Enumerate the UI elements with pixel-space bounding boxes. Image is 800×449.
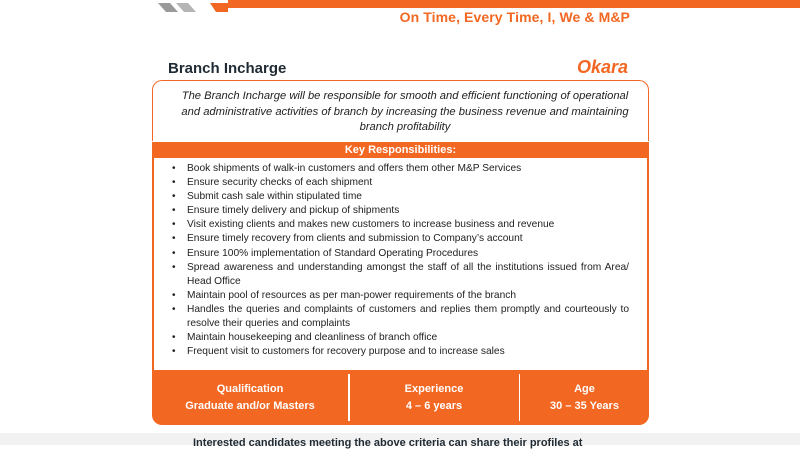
job-description: The Branch Incharge will be responsible for smooth and efficient functioning of operational and administrative activities of branch by increasing the business revenue and maintaining branch profitability: [181, 90, 629, 133]
application-note: Interested candidates meeting the above criteria can share their profiles at: [193, 437, 583, 449]
card-right-border: [647, 158, 649, 370]
job-location: Okara: [576, 57, 628, 77]
qualification-label: Qualification: [216, 382, 284, 395]
header-accent-bar: [228, 0, 800, 8]
experience-value: 4 – 6 years: [405, 399, 463, 412]
age-value: 30 – 35 Years: [550, 399, 619, 412]
list-item: • Ensure security checks of each shipment: [172, 176, 629, 190]
experience-label: Experience: [404, 382, 464, 395]
list-item: • Ensure 100% implementation of Standard Operating Procedures: [172, 247, 629, 261]
list-item: • Ensure timely delivery and pickup of shipments: [172, 204, 629, 218]
list-item: • Submit cash sale within stipulated time: [172, 190, 629, 204]
job-title: Branch Incharge: [168, 60, 287, 77]
list-item: • Handles the queries and complaints of customers and replies them promptly and courteously to resolve their queries and complaints: [172, 303, 629, 331]
experience-cell: [350, 370, 519, 425]
list-item: • Maintain pool of resources as per man-power requirements of the branch: [172, 289, 629, 303]
list-item: • Maintain housekeeping and cleanliness of branch office: [172, 331, 629, 345]
list-item: • Ensure timely recovery from clients and submission to Company’s account: [172, 232, 629, 246]
age-cell: [520, 370, 649, 425]
age-label: Age: [574, 382, 595, 395]
list-item: • Book shipments of walk-in customers and offers them other M&P Services: [172, 162, 629, 176]
qualification-value: Graduate and/or Masters: [185, 399, 315, 412]
company-tagline: On Time, Every Time, I, We & M&P: [399, 9, 630, 25]
qualification-cell: [152, 370, 348, 425]
list-item: • Visit existing clients and makes new customers to increase business and revenue: [172, 218, 629, 232]
company-logo-swoosh: [150, 0, 230, 18]
requirements-footer: [152, 370, 649, 425]
responsibilities-list: [172, 162, 629, 359]
list-item: • Spread awareness and understanding amongst the staff of all the institutions issued from Area/ Head Office: [172, 261, 629, 289]
responsibilities-heading: Key Responsibilities:: [152, 142, 649, 158]
list-item: • Frequent visit to customers for recovery purpose and to increase sales: [172, 345, 629, 359]
card-left-border: [152, 158, 154, 370]
